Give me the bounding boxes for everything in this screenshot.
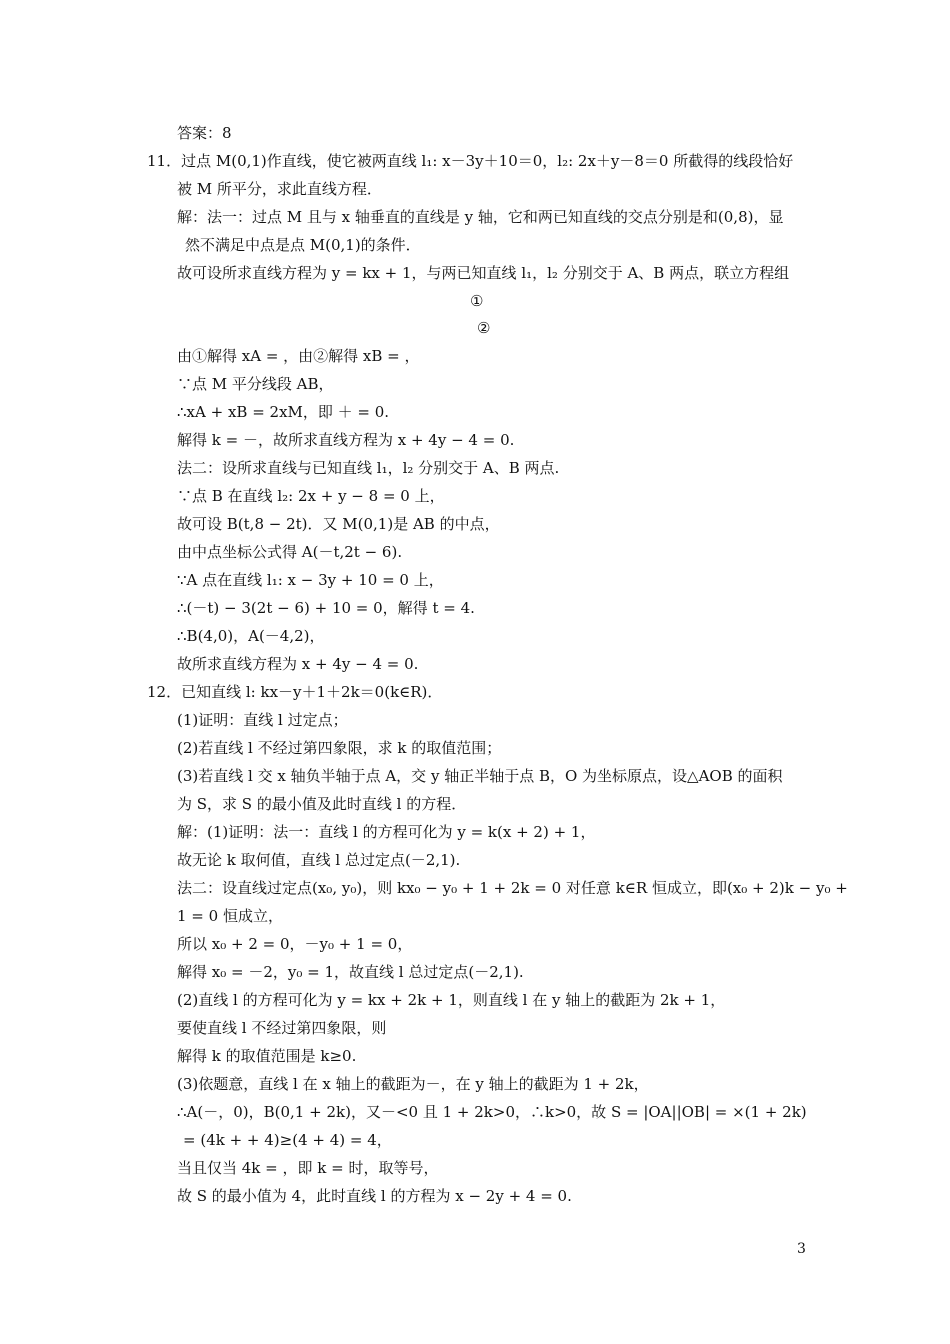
text-line-p11-s1: 解：法一：过点 M 且与 x 轴垂直的直线是 y 轴，它和两已知直线的交点分别是和(0,8)，显	[177, 208, 784, 226]
text-line-p11-s10: 法二：设所求直线与已知直线 l₁，l₂ 分别交于 A、B 两点.	[177, 459, 560, 477]
text-line-p11-s2: 然不满足中点是点 M(0,1)的条件．	[185, 236, 421, 254]
text-line-p11-s4: ①	[470, 292, 484, 310]
text-line-p12-s10: (3)依题意，直线 l 在 x 轴上的截距为－，在 y 轴上的截距为 1 + 2k，	[177, 1075, 649, 1093]
text-line-p11-s6: 由①解得 xA = ，由②解得 xB = ，	[177, 347, 420, 365]
text-line-p11-s5: ②	[477, 319, 491, 337]
text-line-p12-s3: 法二：设直线过定点(x₀, y₀)，则 kx₀ − y₀ + 1 + 2k = 0 对任意 k∈R 恒成立，即(x₀ + 2)k − y₀ +	[177, 879, 848, 897]
text-line-p12-l1: 12．已知直线 l: kx－y＋1＋2k＝0(k∈R)．	[147, 683, 443, 701]
text-line-p11-s15: ∴(－t) − 3(2t − 6) + 10 = 0，解得 t = 4.	[177, 599, 475, 617]
text-line-p11-s8: ∴xA + xB = 2xM，即 ＋ = 0.	[177, 403, 390, 421]
text-line-p12-s2: 故无论 k 取何值，直线 l 总过定点(－2,1).	[177, 851, 461, 869]
text-line-p12-s8: 要使直线 l 不经过第四象限，则	[177, 1019, 387, 1037]
text-line-p12-s4: 1 = 0 恒成立，	[177, 907, 283, 925]
text-line-p11-s12: 故可设 B(t,8 − 2t)．又 M(0,1)是 AB 的中点，	[177, 515, 500, 533]
text-line-p11-l1: 11．过点 M(0,1)作直线，使它被两直线 l₁: x－3y＋10＝0，l₂: 2x＋y－8＝0 所截得的线段恰好	[147, 152, 794, 170]
text-line-p12-s13: 当且仅当 4k = ，即 k = 时，取等号，	[177, 1159, 439, 1177]
text-line-p11-s3: 故可设所求直线方程为 y = kx + 1，与两已知直线 l₁，l₂ 分别交于 A、B 两点，联立方程组	[177, 264, 790, 282]
text-line-p11-s17: 故所求直线方程为 x + 4y − 4 = 0.	[177, 655, 419, 673]
text-line-p12-l5: 为 S，求 S 的最小值及此时直线 l 的方程．	[177, 795, 467, 813]
text-line-p11-s7: ∵点 M 平分线段 AB，	[177, 375, 334, 393]
text-line-p11-l2: 被 M 所平分，求此直线方程．	[177, 180, 382, 198]
text-line-p11-s14: ∵A 点在直线 l₁: x − 3y + 10 = 0 上，	[177, 571, 444, 589]
text-line-p12-s11: ∴A(－，0)，B(0,1 + 2k)，又－<0 且 1 + 2k>0，∴k>0，故 S = |OA||OB| = ×(1 + 2k)	[177, 1103, 807, 1121]
text-line-p12-s14: 故 S 的最小值为 4，此时直线 l 的方程为 x − 2y + 4 = 0.	[177, 1187, 572, 1205]
text-line-p11-s16: ∴B(4,0)，A(－4,2)，	[177, 627, 325, 645]
text-line-p11-s9: 解得 k = －，故所求直线方程为 x + 4y − 4 = 0.	[177, 431, 515, 449]
text-line-p12-l2: (1)证明：直线 l 过定点；	[177, 711, 348, 729]
text-line-p12-s9: 解得 k 的取值范围是 k≥0.	[177, 1047, 357, 1065]
text-line-answer: 答案：8	[177, 124, 232, 142]
text-line-p12-s5: 所以 x₀ + 2 = 0，－y₀ + 1 = 0，	[177, 935, 413, 953]
text-line-p12-l3: (2)若直线 l 不经过第四象限，求 k 的取值范围；	[177, 739, 502, 757]
text-line-p11-s11: ∵点 B 在直线 l₂: 2x + y − 8 = 0 上，	[177, 487, 445, 505]
text-line-p12-l4: (3)若直线 l 交 x 轴负半轴于点 A，交 y 轴正半轴于点 B，O 为坐标原点，设△AOB 的面积	[177, 767, 783, 785]
text-line-p12-s12: = (4k + + 4)≥(4 + 4) = 4，	[183, 1131, 392, 1149]
text-line-p11-s13: 由中点坐标公式得 A(－t,2t − 6).	[177, 543, 403, 561]
text-line-p12-s6: 解得 x₀ = －2，y₀ = 1，故直线 l 总过定点(－2,1).	[177, 963, 524, 981]
text-line-p12-s7: (2)直线 l 的方程可化为 y = kx + 2k + 1，则直线 l 在 y 轴上的截距为 2k + 1，	[177, 991, 726, 1009]
page-number: 3	[797, 1241, 806, 1257]
text-line-p12-s1: 解：(1)证明：法一：直线 l 的方程可化为 y = k(x + 2) + 1，	[177, 823, 596, 841]
